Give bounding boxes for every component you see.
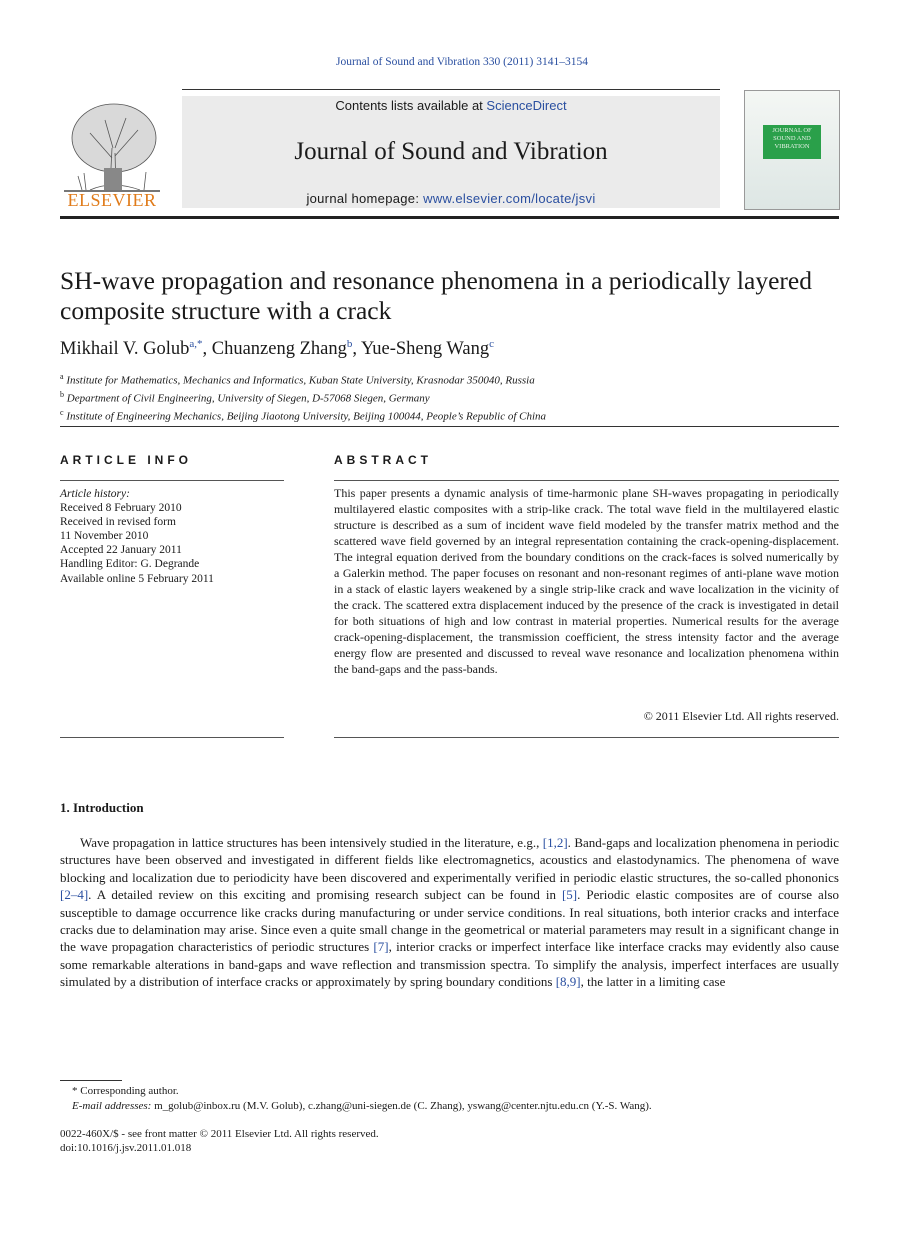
- front-matter: [60, 1127, 379, 1155]
- abstract-end-rule: [334, 737, 839, 738]
- journal-citation[interactable]: [0, 56, 907, 68]
- corresponding-author-note: * Corresponding author.: [72, 1085, 179, 1097]
- affiliation-mark: c: [60, 407, 64, 417]
- history-line: Available online 5 February 2011: [60, 572, 214, 585]
- introduction-paragraph: [60, 834, 839, 991]
- affiliation-item: [60, 388, 546, 406]
- email-note: [60, 1099, 652, 1114]
- author-separator: ,: [352, 339, 361, 360]
- affiliation-mark: a: [60, 372, 64, 381]
- issn-line: 0022-460X/$ - see front matter © 2011 Elsevier Ltd. All rights reserved.: [60, 1128, 379, 1140]
- journal-cover-thumbnail[interactable]: [744, 90, 840, 210]
- doi-line: doi:10.1016/j.jsv.2011.01.018: [60, 1142, 192, 1154]
- journal-name: Journal of Sound and Vibration: [294, 138, 608, 165]
- history-label: Article history:: [60, 488, 130, 500]
- history-lines: [60, 501, 214, 586]
- homepage-line: [182, 191, 720, 206]
- author-affiliation-mark[interactable]: a,*: [189, 338, 203, 350]
- history-line: Received in revised form: [60, 516, 176, 529]
- author-affiliation-mark[interactable]: b: [346, 338, 353, 350]
- affiliation-text: Institute for Mathematics, Mechanics and Informatics, Kuban State University, Krasnodar 350040, Russia: [66, 374, 535, 387]
- text-run: Wave propagation in lattice structures has been intensively studied in the literature, e.g.,: [80, 835, 543, 850]
- article-title: SH-wave propagation and resonance phenomena in a periodically layered composite structure with a crack: [60, 266, 812, 325]
- author-list: [60, 338, 494, 360]
- cover-title-block: JOURNAL OF SOUND AND VIBRATION: [763, 125, 821, 159]
- reference-link[interactable]: [8,9]: [555, 974, 581, 990]
- affiliation-item: [60, 406, 546, 424]
- contents-prefix: Contents lists available at: [335, 98, 487, 113]
- history-line: 11 November 2010: [60, 530, 149, 543]
- author-name: Chuanzeng Zhang: [211, 339, 347, 360]
- reference-link[interactable]: [7]: [373, 939, 389, 955]
- affiliation-text: Department of Civil Engineering, University of Siegen, D-57068 Siegen, Germany: [66, 392, 430, 405]
- author-separator: ,: [202, 339, 212, 360]
- introduction-heading: 1. Introduction: [60, 800, 144, 815]
- text-run: . A detailed review on this exciting and promising research subject can be found in: [88, 887, 562, 903]
- abstract-text: This paper presents a dynamic analysis of time-harmonic plane SH-waves propagating in periodically multilayered elastic composites with a strip-like crack. The total wave field in the multilayered elastic structure is described as a sum of incident wave field modeled by the transfer matrix method and the scattered wave field governed by an integral representation containing the crack-opening-displacement. The integral equation derived from the boundary conditions on the crack-faces is solved numerically by a Galerkin method. The paper focuses on resonant and non-resonant regimes of anti-plane wave motion in a stack of elastic layers weakened by a single strip-like crack and wave localization in the vicinity of the crack. The scattered extra displacement induced by the presence of the crack is investigated in detail for both situations of high and low contrast in material properties. Numerical results for the average crack-opening-displacement, the transmission coefficient, the stress intensity factor and the average energy flow are presented and discussed to reveal wave resonance and localization phenomena within the band-gaps and the pass-bands.: [334, 486, 839, 676]
- homepage-prefix: journal homepage:: [306, 191, 424, 206]
- reference-link[interactable]: [5]: [561, 887, 578, 903]
- header-top-rule: [182, 89, 720, 90]
- abstract-heading: ABSTRACT: [334, 453, 432, 467]
- article-history: [60, 487, 214, 586]
- article-info-end-rule: [60, 737, 284, 738]
- reference-link[interactable]: [2–4]: [60, 887, 89, 903]
- sciencedirect-link[interactable]: ScienceDirect: [486, 98, 567, 113]
- author-affiliation-mark[interactable]: c: [489, 338, 495, 350]
- citation-link[interactable]: Journal of Sound and Vibration 330 (2011) 3141–3154: [336, 56, 588, 68]
- text-run: . Periodic elastic composites are of course also susceptible to damage occurrence like cracks during manufacturing or under service conditions. In real situations, both interior cracks and interface cracks due to delamination may arise. Since even a quite small change in the geometrical or material parameters may result in a significant change in the wave propagation characteristics of periodic structures: [60, 887, 839, 955]
- author-name: Yue-Sheng Wang: [360, 339, 490, 360]
- history-line: Received 8 February 2010: [60, 502, 182, 515]
- email-label: E-mail addresses:: [72, 1100, 152, 1112]
- footnote-rule: [60, 1080, 122, 1081]
- abstract-rule: [334, 480, 839, 481]
- section-rule: [60, 426, 839, 427]
- text-run: . Band-gaps and localization phenomena in periodic structures have been observed and investigated in different fields like electromagnetics, acoustics and elastodynamics. The phenomena of wave blocking and localization due to periodicity have been discovered and experimentally verified in periodic elastic structures, the so-called phononics: [60, 835, 839, 885]
- footnotes: [60, 1084, 652, 1114]
- affiliation-item: [60, 370, 546, 388]
- email-addresses: m_golub@inbox.ru (M.V. Golub), c.zhang@uni-siegen.de (C. Zhang), yswang@center.njtu.edu.cn (Y.-S. Wang).: [151, 1100, 652, 1112]
- affiliation-list: [60, 370, 546, 424]
- elsevier-wordmark: ELSEVIER: [67, 190, 157, 210]
- author-name: Mikhail V. Golub: [60, 339, 190, 360]
- history-line: Accepted 22 January 2011: [60, 544, 182, 557]
- reference-link[interactable]: [1,2]: [542, 835, 568, 850]
- article-info-rule: [60, 480, 284, 481]
- text-run: , the latter in a limiting case: [580, 974, 726, 990]
- affiliation-mark: b: [60, 389, 64, 399]
- affiliation-text: Institute of Engineering Mechanics, Beijing Jiaotong University, Beijing 100044, People’s Republic of China: [66, 410, 547, 423]
- history-line: Handling Editor: G. Degrande: [60, 558, 200, 571]
- abstract-copyright: © 2011 Elsevier Ltd. All rights reserved.: [643, 709, 839, 723]
- homepage-link[interactable]: www.elsevier.com/locate/jsvi: [423, 191, 596, 206]
- text-run: , interior cracks or imperfect interface like interface cracks may evidently also cause some remarkable alterations in band-gaps and wave reflection and transmission spectra. To simplify the analysis, imperfect interfaces are usually simulated by a distribution of interface cracks or approximately by spring boundary conditions: [60, 939, 839, 990]
- contents-line: [182, 98, 720, 113]
- header-bottom-rule: [60, 216, 839, 219]
- article-info-heading: ARTICLE INFO: [60, 453, 192, 467]
